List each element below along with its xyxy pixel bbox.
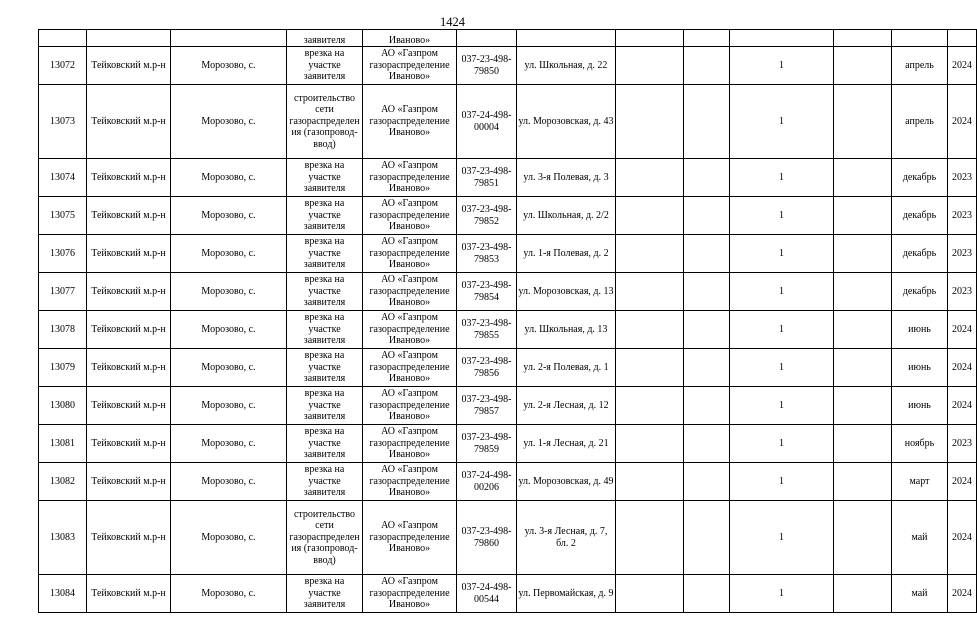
cell-col8 (616, 30, 684, 47)
cell-col11 (834, 501, 892, 575)
cell-month: декабрь (892, 159, 948, 197)
cell-year: 2023 (948, 159, 977, 197)
cell-address (517, 30, 616, 47)
cell-month: декабрь (892, 197, 948, 235)
cell-year: 2023 (948, 425, 977, 463)
cell-col11 (834, 575, 892, 613)
cell-col8 (616, 47, 684, 85)
cell-code: 037-23-498-79855 (457, 311, 517, 349)
cell-count: 1 (730, 235, 834, 273)
table-body (39, 30, 977, 613)
cell-col11 (834, 235, 892, 273)
cell-purpose: врезка на участке заявителя (287, 47, 363, 85)
cell-id: 13072 (39, 47, 87, 85)
cell-month: июнь (892, 349, 948, 387)
cell-count: 1 (730, 463, 834, 501)
cell-address: ул. Морозовская, д. 43 (517, 85, 616, 159)
cell-district: Тейковский м.р-н (87, 575, 171, 613)
cell-purpose: заявителя (287, 30, 363, 47)
cell-count: 1 (730, 501, 834, 575)
cell-organization: АО «Газпром газораспределение Иваново» (363, 197, 457, 235)
cell-id: 13081 (39, 425, 87, 463)
cell-col9 (684, 197, 730, 235)
cell-locality: Морозово, с. (171, 501, 287, 575)
cell-col9 (684, 47, 730, 85)
cell-code: 037-24-498-00004 (457, 85, 517, 159)
cell-count: 1 (730, 85, 834, 159)
cell-year: 2024 (948, 85, 977, 159)
cell-organization: Иваново» (363, 30, 457, 47)
cell-col11 (834, 387, 892, 425)
table-row (39, 47, 977, 85)
cell-organization: АО «Газпром газораспределение Иваново» (363, 463, 457, 501)
cell-month: март (892, 463, 948, 501)
cell-month: июнь (892, 311, 948, 349)
cell-col9 (684, 273, 730, 311)
cell-col8 (616, 197, 684, 235)
cell-purpose: врезка на участке заявителя (287, 235, 363, 273)
cell-organization: АО «Газпром газораспределение Иваново» (363, 235, 457, 273)
cell-count: 1 (730, 197, 834, 235)
cell-district: Тейковский м.р-н (87, 387, 171, 425)
cell-code: 037-23-498-79857 (457, 387, 517, 425)
cell-address: ул. 2-я Полевая, д. 1 (517, 349, 616, 387)
cell-address: ул. 2-я Лесная, д. 12 (517, 387, 616, 425)
cell-organization: АО «Газпром газораспределение Иваново» (363, 311, 457, 349)
table-row (39, 463, 977, 501)
cell-year: 2023 (948, 235, 977, 273)
cell-col9 (684, 463, 730, 501)
cell-col9 (684, 311, 730, 349)
cell-col11 (834, 197, 892, 235)
cell-district: Тейковский м.р-н (87, 197, 171, 235)
cell-count: 1 (730, 387, 834, 425)
cell-col8 (616, 349, 684, 387)
cell-code: 037-23-498-79860 (457, 501, 517, 575)
cell-organization: АО «Газпром газораспределение Иваново» (363, 501, 457, 575)
cell-purpose: врезка на участке заявителя (287, 425, 363, 463)
cell-col11 (834, 85, 892, 159)
cell-count: 1 (730, 47, 834, 85)
cell-district: Тейковский м.р-н (87, 311, 171, 349)
table-row (39, 575, 977, 613)
cell-year: 2024 (948, 349, 977, 387)
cell-count: 1 (730, 273, 834, 311)
cell-col8 (616, 501, 684, 575)
cell-month (892, 30, 948, 47)
table-row (39, 387, 977, 425)
table-row (39, 349, 977, 387)
cell-month: июнь (892, 387, 948, 425)
cell-month: апрель (892, 85, 948, 159)
cell-locality: Морозово, с. (171, 159, 287, 197)
cell-month: ноябрь (892, 425, 948, 463)
cell-col8 (616, 159, 684, 197)
cell-organization: АО «Газпром газораспределение Иваново» (363, 575, 457, 613)
cell-id: 13076 (39, 235, 87, 273)
cell-purpose: строительство сети газораспределения (газопровод-ввод) (287, 85, 363, 159)
cell-code: 037-23-498-79859 (457, 425, 517, 463)
cell-month: декабрь (892, 235, 948, 273)
cell-col9 (684, 387, 730, 425)
cell-col9 (684, 425, 730, 463)
cell-col11 (834, 463, 892, 501)
cell-district: Тейковский м.р-н (87, 349, 171, 387)
cell-col11 (834, 349, 892, 387)
cell-col8 (616, 425, 684, 463)
cell-col9 (684, 159, 730, 197)
table-row (39, 159, 977, 197)
cell-address: ул. 1-я Лесная, д. 21 (517, 425, 616, 463)
cell-locality: Морозово, с. (171, 197, 287, 235)
cell-district: Тейковский м.р-н (87, 463, 171, 501)
table-row (39, 235, 977, 273)
cell-locality: Морозово, с. (171, 235, 287, 273)
cell-purpose: врезка на участке заявителя (287, 273, 363, 311)
cell-purpose: врезка на участке заявителя (287, 159, 363, 197)
cell-id: 13082 (39, 463, 87, 501)
cell-id: 13078 (39, 311, 87, 349)
cell-month: декабрь (892, 273, 948, 311)
cell-district: Тейковский м.р-н (87, 85, 171, 159)
cell-col8 (616, 387, 684, 425)
table-row (39, 501, 977, 575)
cell-year: 2023 (948, 273, 977, 311)
cell-id: 13083 (39, 501, 87, 575)
cell-locality: Морозово, с. (171, 387, 287, 425)
cell-address: ул. 3-я Лесная, д. 7, бл. 2 (517, 501, 616, 575)
cell-address: ул. Морозовская, д. 49 (517, 463, 616, 501)
cell-code: 037-24-498-00544 (457, 575, 517, 613)
cell-locality: Морозово, с. (171, 349, 287, 387)
cell-organization: АО «Газпром газораспределение Иваново» (363, 47, 457, 85)
cell-code: 037-23-498-79856 (457, 349, 517, 387)
cell-locality: Морозово, с. (171, 85, 287, 159)
cell-col11 (834, 30, 892, 47)
cell-year: 2023 (948, 197, 977, 235)
cell-col8 (616, 273, 684, 311)
cell-count: 1 (730, 575, 834, 613)
table-row (39, 85, 977, 159)
cell-address: ул. 1-я Полевая, д. 2 (517, 235, 616, 273)
cell-organization: АО «Газпром газораспределение Иваново» (363, 273, 457, 311)
cell-col8 (616, 85, 684, 159)
cell-district (87, 30, 171, 47)
cell-id: 13084 (39, 575, 87, 613)
cell-code: 037-23-498-79853 (457, 235, 517, 273)
cell-month: май (892, 501, 948, 575)
cell-locality: Морозово, с. (171, 463, 287, 501)
cell-address: ул. Школьная, д. 2/2 (517, 197, 616, 235)
cell-col9 (684, 349, 730, 387)
cell-col8 (616, 463, 684, 501)
cell-locality (171, 30, 287, 47)
cell-address: ул. Школьная, д. 13 (517, 311, 616, 349)
cell-purpose: врезка на участке заявителя (287, 311, 363, 349)
cell-month: май (892, 575, 948, 613)
cell-code (457, 30, 517, 47)
cell-col11 (834, 159, 892, 197)
cell-year: 2024 (948, 501, 977, 575)
cell-id: 13073 (39, 85, 87, 159)
cell-id (39, 30, 87, 47)
cell-col9 (684, 85, 730, 159)
cell-col9 (684, 501, 730, 575)
cell-code: 037-23-498-79852 (457, 197, 517, 235)
cell-purpose: врезка на участке заявителя (287, 387, 363, 425)
cell-code: 037-24-498-00206 (457, 463, 517, 501)
cell-id: 13074 (39, 159, 87, 197)
cell-locality: Морозово, с. (171, 47, 287, 85)
cell-year (948, 30, 977, 47)
cell-col11 (834, 425, 892, 463)
cell-organization: АО «Газпром газораспределение Иваново» (363, 159, 457, 197)
cell-district: Тейковский м.р-н (87, 273, 171, 311)
cell-purpose: врезка на участке заявителя (287, 463, 363, 501)
cell-col11 (834, 47, 892, 85)
cell-col9 (684, 235, 730, 273)
registry-table (38, 29, 977, 613)
cell-count: 1 (730, 349, 834, 387)
cell-year: 2024 (948, 463, 977, 501)
table-row (39, 273, 977, 311)
cell-id: 13077 (39, 273, 87, 311)
table-row (39, 311, 977, 349)
cell-col8 (616, 311, 684, 349)
cell-purpose: строительство сети газораспределения (газопровод-ввод) (287, 501, 363, 575)
cell-locality: Морозово, с. (171, 425, 287, 463)
cell-year: 2024 (948, 575, 977, 613)
cell-purpose: врезка на участке заявителя (287, 575, 363, 613)
cell-id: 13079 (39, 349, 87, 387)
cell-district: Тейковский м.р-н (87, 501, 171, 575)
cell-col11 (834, 273, 892, 311)
cell-count (730, 30, 834, 47)
cell-locality: Морозово, с. (171, 311, 287, 349)
cell-year: 2024 (948, 311, 977, 349)
cell-organization: АО «Газпром газораспределение Иваново» (363, 387, 457, 425)
cell-organization: АО «Газпром газораспределение Иваново» (363, 85, 457, 159)
cell-locality: Морозово, с. (171, 273, 287, 311)
cell-purpose: врезка на участке заявителя (287, 349, 363, 387)
cell-organization: АО «Газпром газораспределение Иваново» (363, 349, 457, 387)
cell-count: 1 (730, 311, 834, 349)
cell-district: Тейковский м.р-н (87, 47, 171, 85)
cell-code: 037-23-498-79854 (457, 273, 517, 311)
cell-address: ул. Школьная, д. 22 (517, 47, 616, 85)
cell-id: 13080 (39, 387, 87, 425)
cell-id: 13075 (39, 197, 87, 235)
cell-col8 (616, 235, 684, 273)
cell-district: Тейковский м.р-н (87, 235, 171, 273)
continuation-row (39, 30, 977, 47)
cell-district: Тейковский м.р-н (87, 425, 171, 463)
cell-year: 2024 (948, 387, 977, 425)
cell-address: ул. Первомайская, д. 9 (517, 575, 616, 613)
cell-col8 (616, 575, 684, 613)
cell-month: апрель (892, 47, 948, 85)
page-number: 1424 (440, 15, 465, 29)
cell-col9 (684, 30, 730, 47)
cell-col9 (684, 575, 730, 613)
cell-address: ул. 3-я Полевая, д. 3 (517, 159, 616, 197)
cell-code: 037-23-498-79850 (457, 47, 517, 85)
cell-locality: Морозово, с. (171, 575, 287, 613)
cell-col11 (834, 311, 892, 349)
cell-code: 037-23-498-79851 (457, 159, 517, 197)
table-row (39, 197, 977, 235)
table-row (39, 425, 977, 463)
cell-count: 1 (730, 425, 834, 463)
cell-district: Тейковский м.р-н (87, 159, 171, 197)
cell-year: 2024 (948, 47, 977, 85)
cell-address: ул. Морозовская, д. 13 (517, 273, 616, 311)
cell-count: 1 (730, 159, 834, 197)
cell-organization: АО «Газпром газораспределение Иваново» (363, 425, 457, 463)
cell-purpose: врезка на участке заявителя (287, 197, 363, 235)
